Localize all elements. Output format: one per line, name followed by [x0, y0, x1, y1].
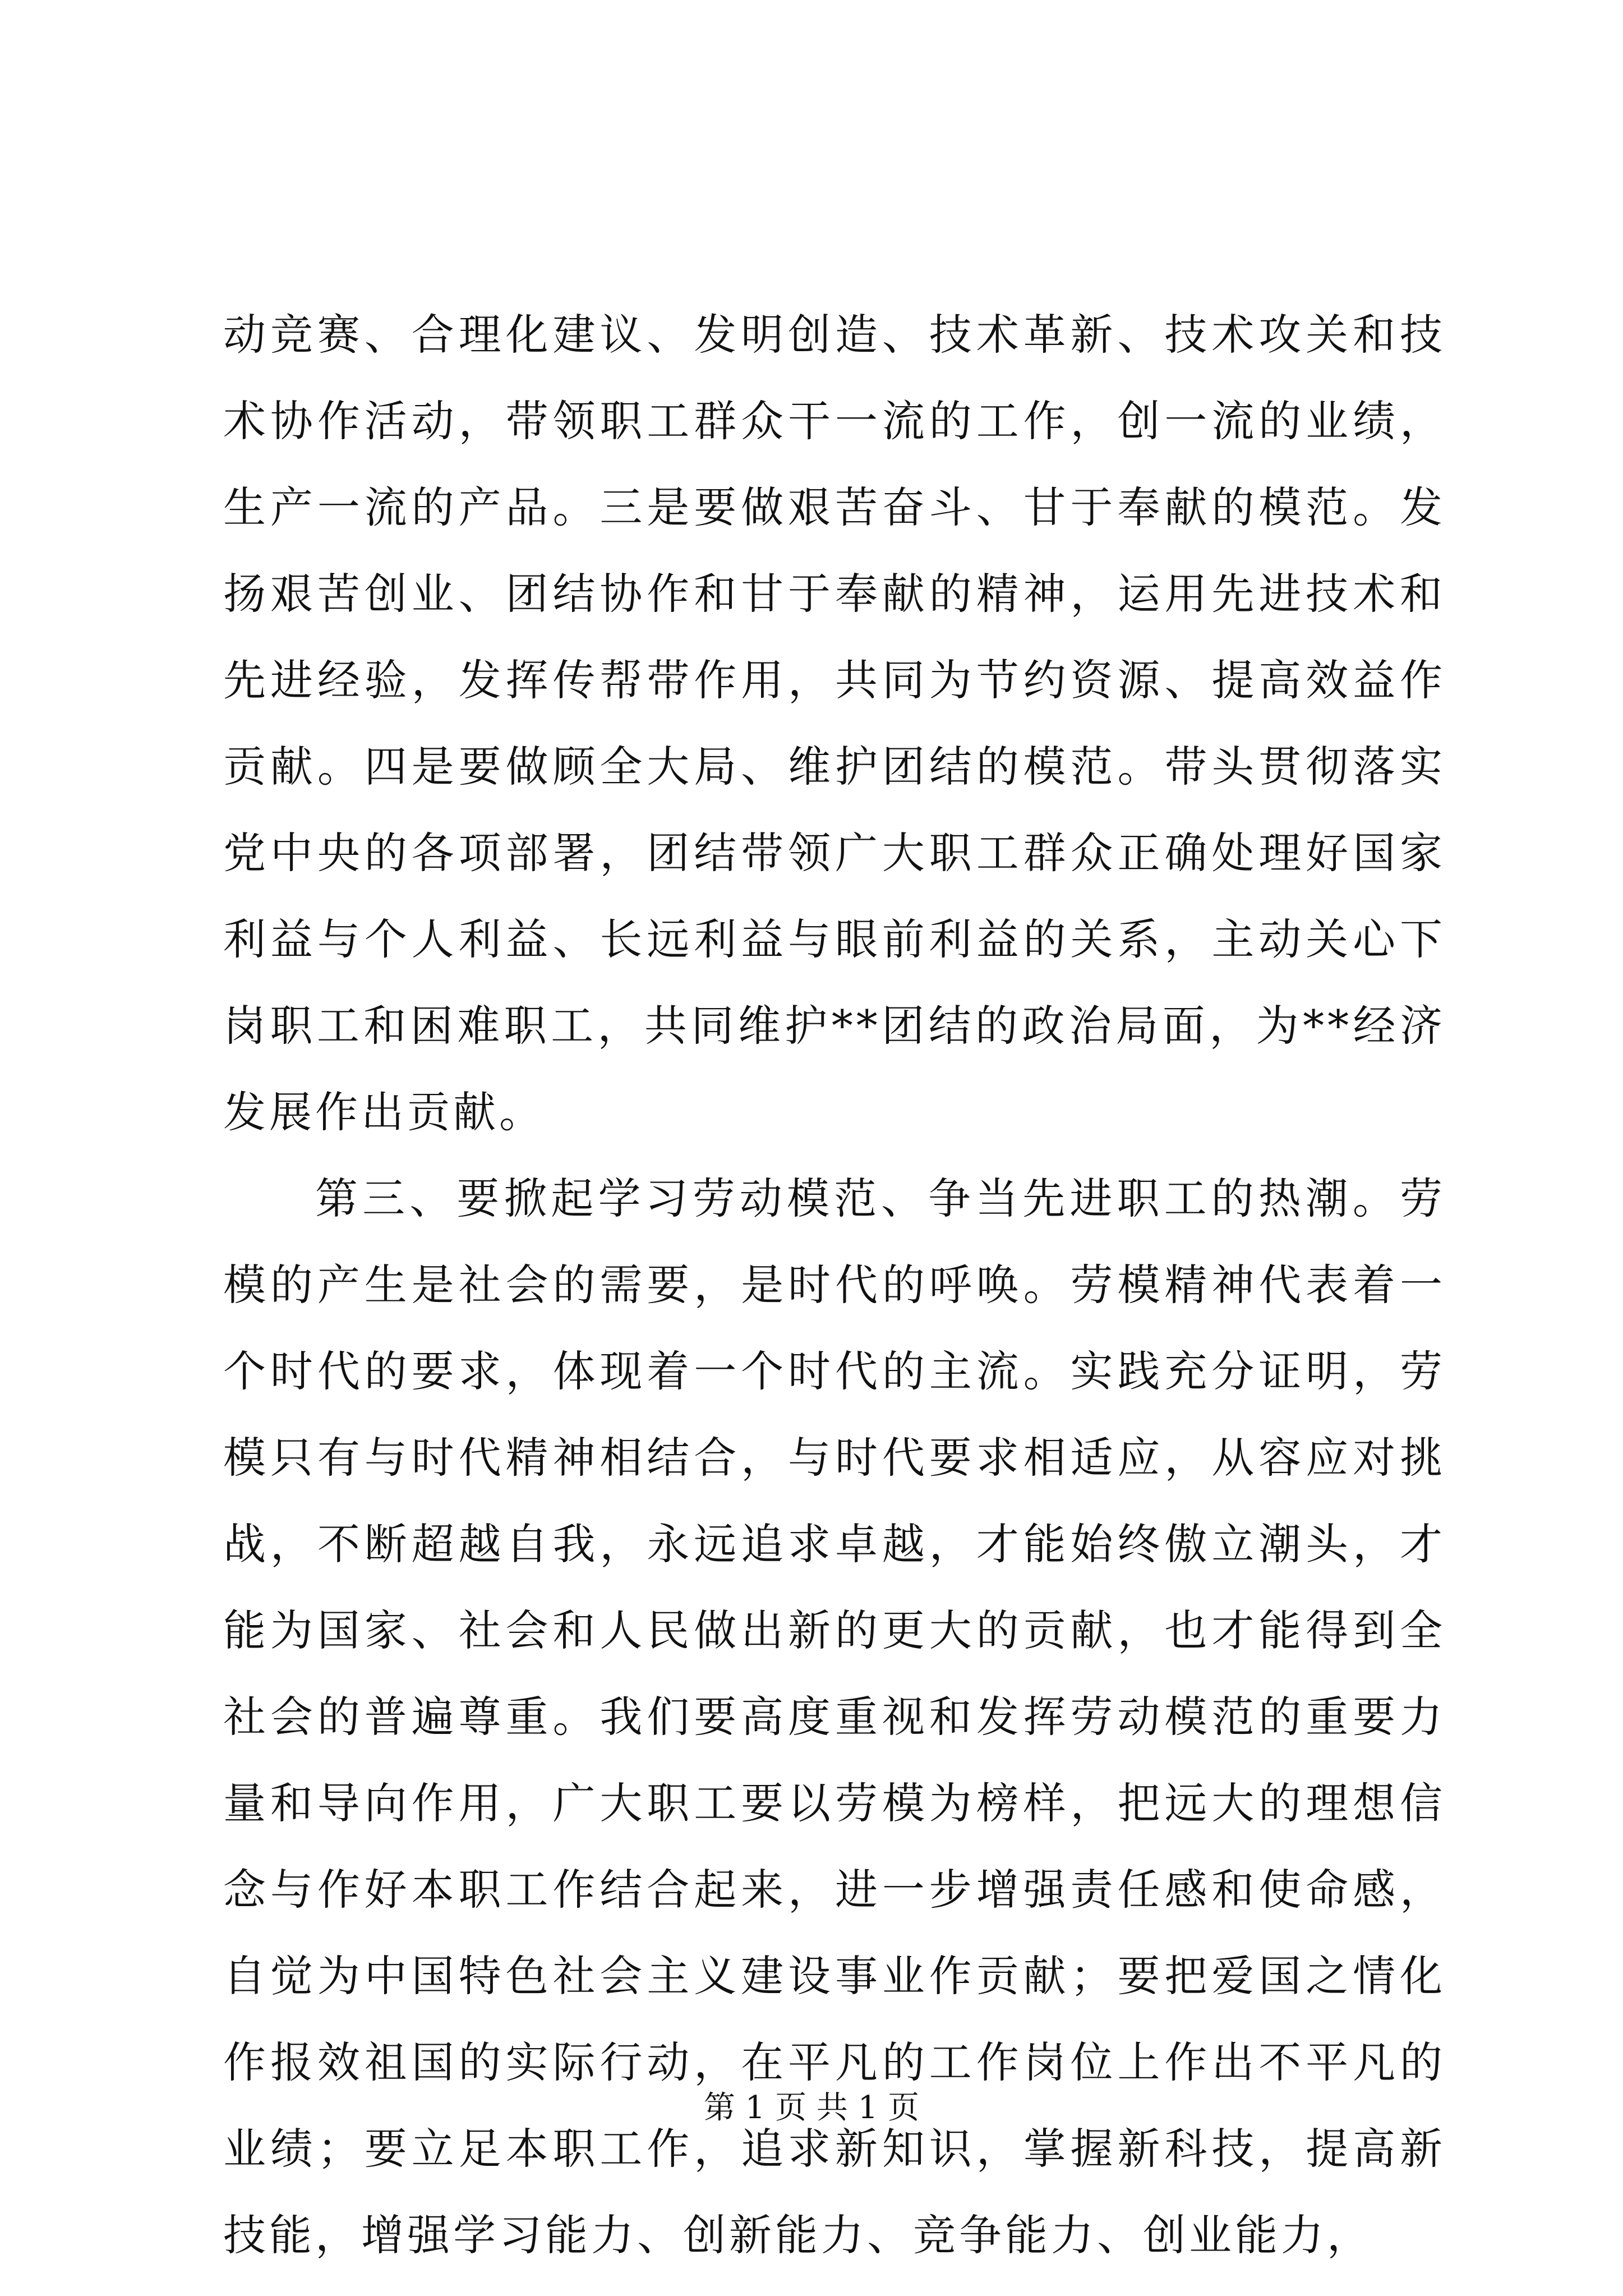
paragraph-1: 动竞赛、合理化建议、发明创造、技术革新、技术攻关和技术协作活动，带领职工群众干一流的工作，创一流的业绩，生产一流的产品。三是要做艰苦奋斗、甘于奉献的模范。发扬艰苦创业、团结协作和甘于奉献的精神，运用先进技术和先进经验，发挥传帮带作用，共同为节约资源、提高效益作贡献。四是要做顾全大局、维护团结的模范。带头贯彻落实党中央的各项部署，团结带领广大职工群众正确处理好国家利益与个人利益、长远利益与眼前利益的关系，主动关心下岗职工和困难职工，共同维护**团结的政治局面，为**经济发展作出贡献。 [223, 310, 1446, 1137]
page-number-footer: 第 1 页 共 1 页 [703, 2090, 920, 2126]
document-body [223, 292, 1446, 2279]
paragraph-2: 第三、要掀起学习劳动模范、争当先进职工的热潮。劳模的产生是社会的需要，是时代的呼唤。劳模精神代表着一个时代的要求，体现着一个时代的主流。实践充分证明，劳模只有与时代精神相结合，与时代要求相适应，从容应对挑战，不断超越自我，永远追求卓越，才能始终傲立潮头，才能为国家、社会和人民做出新的更大的贡献，也才能得到全社会的普遍尊重。我们要高度重视和发挥劳动模范的重要力量和导向作用，广大职工要以劳模为榜样，把远大的理想信念与作好本职工作结合起来，进一步增强责任感和使命感，自觉为中国特色社会主义建设事业作贡献；要把爱国之情化作报效祖国的实际行动，在平凡的工作岗位上作出不平凡的业绩；要立足本职工作，追求新知识，掌握新科技，提高新技能，增强学习能力、创新能力、竞争能力、创业能力， [223, 1174, 1446, 2260]
